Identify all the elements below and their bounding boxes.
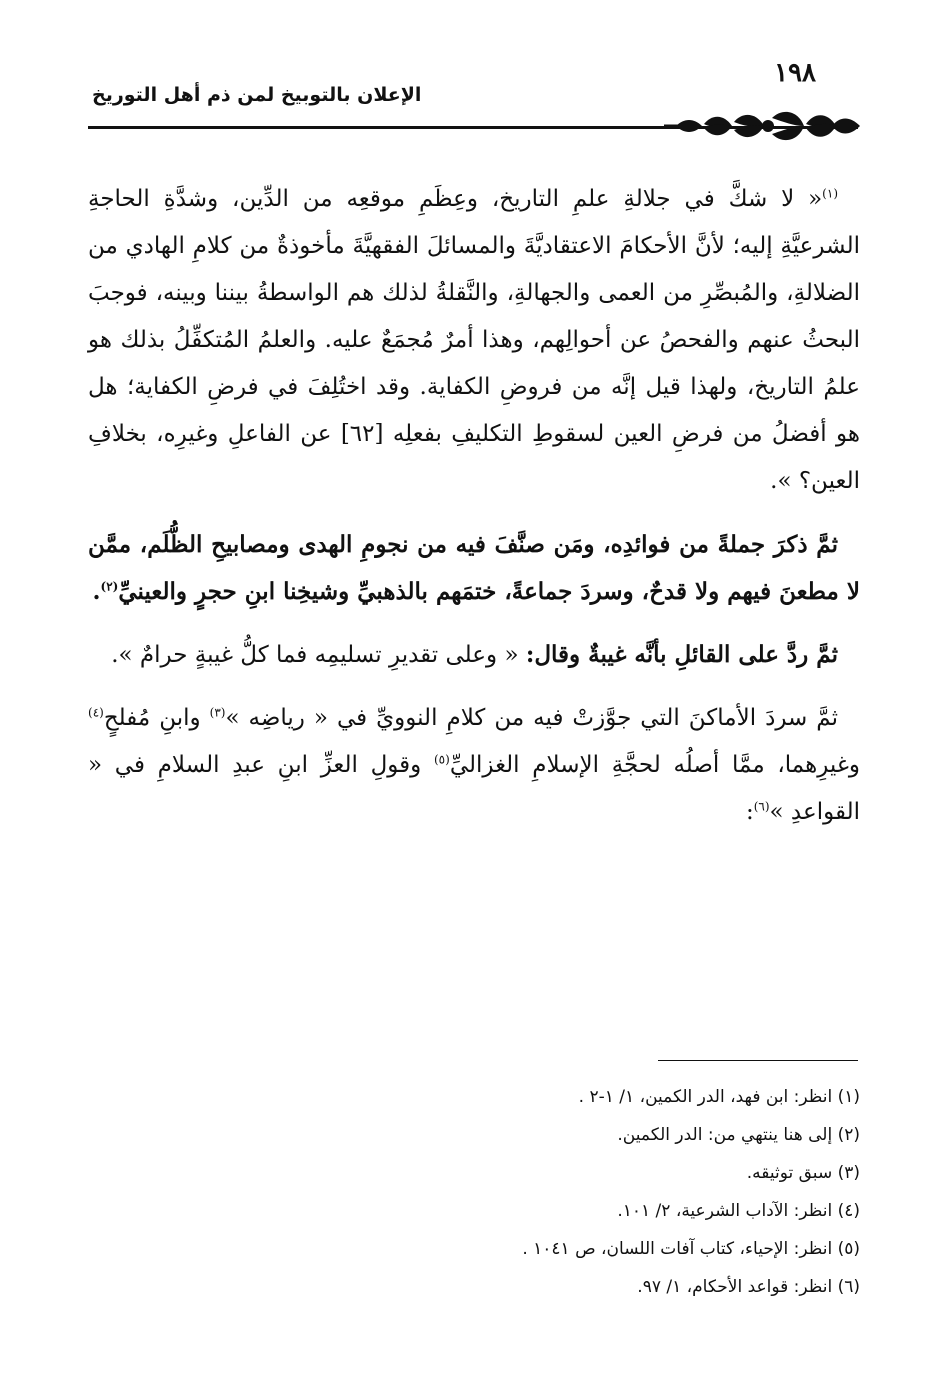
footnote-ref[interactable]: (٣) [209, 705, 226, 720]
page-number: ١٩٨ [774, 58, 816, 88]
footnote-6: (٦) انظر: قواعد الأحكام، ١/ ٩٧. [637, 1277, 860, 1297]
page-header [88, 58, 864, 144]
places-text-a: ثمَّ سردَ الأماكنَ التي جوَّزتْ فيه من كلامِ النوويِّ في « رياضِه » [225, 705, 838, 731]
floral-ornament-icon [664, 106, 864, 146]
paragraph-quote [88, 176, 860, 505]
places-text-d: وقولِ العزِّ ابنِ عبدِ السلامِ في « القواعدِ » [88, 752, 860, 825]
footnote-3: (٣) سبق توثيقه. [746, 1163, 860, 1183]
punctuation: . [92, 578, 101, 605]
footnote-ref[interactable]: (٥) [433, 752, 450, 767]
benefits-text: ثمَّ ذكرَ جملةً من فوائدِه، ومَن صنَّفَ فيه من نجومِ الهدى ومصابيحِ الظُّلَم، ممَّن لا مطعنَ فيهم ولا قدحٌ، وسردَ جماعةً، ختمَهم بالذهبيِّ وشيخِنا ابنِ حجرٍ والعينيِّ [88, 531, 860, 605]
paragraph-benefits [88, 521, 860, 615]
footnote-ref[interactable]: (١) [822, 186, 838, 201]
punctuation: : [745, 799, 754, 825]
main-text [88, 176, 860, 836]
footnote-5: (٥) انظر: الإحياء، كتاب آفات اللسان، ص ١٠٤١ . [522, 1239, 860, 1259]
paragraph-rebuttal [88, 631, 860, 679]
footnote-ref[interactable]: (٢) [100, 579, 119, 594]
quote-text: « لا شكَّ في جلالةِ علمِ التاريخ، وعِظَمِ موقعِه من الدِّين، وشدَّةِ الحاجةِ الشرعيَّةِ إليه؛ لأنَّ الأحكامَ الاعتقاديَّةَ والمسائلَ الفقهيَّةَ مأخوذةٌ من كلامِ الهادي من الضلالةِ، والمُبصِّرِ من العمى والجهالةِ، والنَّقلةُ لذلك هم الواسطةُ بيننا وبينه، فوجبَ البحثُ عنهم والفحصُ عن أحوالِهم، وهذا أمرٌ مُجمَعٌ عليه. والعلمُ المُتكفِّلُ بذلك هو علمُ التاريخ، ولهذا قيل إنَّه من فروضِ الكفاية. وقد اختُلِفَ في فرضِ الكفاية؛ هل هو أفضلُ من فرضِ العين لسقوطِ التكليفِ بفعلِه [٦٢] عن الفاعلِ وغيرِه، بخلافِ العين؟ ». [88, 186, 861, 494]
footnotes [100, 1078, 860, 1306]
rebuttal-quote: « وعلى تقديرِ تسليمِه فما كلُّ غيبةٍ حرامٌ ». [111, 642, 526, 668]
running-title: الإعلان بالتوبيخ لمن ذم أهل التوريخ [92, 84, 422, 106]
footnote-divider [658, 1060, 858, 1061]
footnote-1: (١) انظر: ابن فهد، الدر الكمين، ١/ ١-٢ . [578, 1087, 860, 1107]
footnote-ref[interactable]: (٤) [88, 705, 104, 720]
footnote-2: (٢) إلى هنا ينتهي من: الدر الكمين. [617, 1125, 860, 1145]
paragraph-places [88, 695, 860, 836]
rebuttal-lead: ثمَّ ردَّ على القائلِ بأنَّه غيبةٌ وقال: [525, 641, 838, 668]
footnote-ref[interactable]: (٦) [753, 799, 770, 814]
places-text-b: وابنِ مُفلحٍ [103, 705, 210, 731]
places-text-c: وغيرِهما، ممَّا أصلُه لحجَّةِ الإسلامِ الغزاليِّ [449, 752, 860, 778]
footnote-4: (٤) انظر: الآداب الشرعية، ٢/ ١٠١. [617, 1201, 860, 1221]
